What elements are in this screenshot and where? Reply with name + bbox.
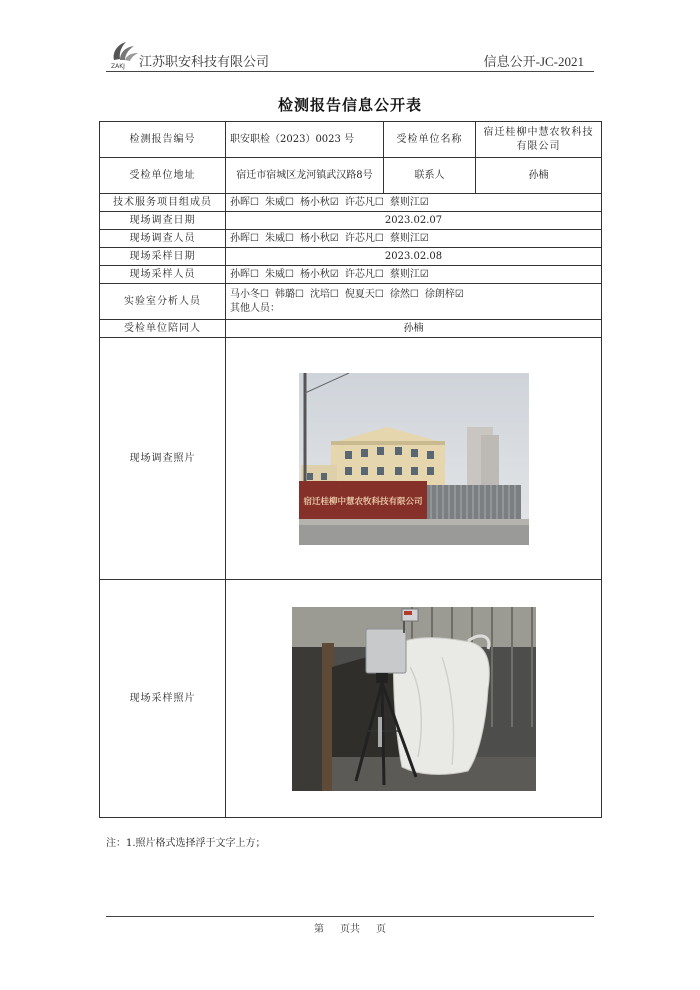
lab-analysts <box>226 284 602 320</box>
surveyor: 蔡则江☑ <box>389 232 429 244</box>
table-row <box>100 266 602 284</box>
contact-value: 孙楠 <box>476 158 602 194</box>
survey-date-value: 2023.02.07 <box>226 212 602 230</box>
address-value: 宿迁市宿城区龙河镇武汉路8号 <box>226 158 384 194</box>
escort-value: 孙楠 <box>226 320 602 338</box>
table-row <box>100 212 602 230</box>
lab-analyst: 马小冬☐ <box>230 288 269 300</box>
lab-analyst: 徐然☐ <box>389 288 419 300</box>
page-header <box>106 38 594 72</box>
team-label: 技术服务项目组成员 <box>100 194 226 212</box>
info-table <box>99 121 602 818</box>
sampler: 朱威☐ <box>264 268 294 280</box>
report-no-label: 检测报告编号 <box>100 122 226 158</box>
page-title: 检测报告信息公开表 <box>277 96 422 114</box>
survey-date-label: 现场调查日期 <box>100 212 226 230</box>
table-row <box>100 158 602 194</box>
other-staff-label: 其他人员： <box>230 302 280 314</box>
escort-label: 受检单位陪同人 <box>100 320 226 338</box>
sampler: 孙晖☐ <box>230 268 259 280</box>
page-number <box>0 920 700 935</box>
footnote: 注：1.照片格式选择浮于文字上方； <box>106 838 266 849</box>
samplers-label: 现场采样人员 <box>100 266 226 284</box>
sampling-photo <box>292 607 536 791</box>
address-label: 受检单位地址 <box>100 158 226 194</box>
sampler: 许芯凡☐ <box>344 268 384 280</box>
footer-divider <box>106 916 594 917</box>
survey-photo-label: 现场调查照片 <box>100 338 226 580</box>
client-name-label: 受检单位名称 <box>384 122 476 158</box>
samplers <box>226 266 602 284</box>
team-member: 杨小秋☑ <box>299 196 339 208</box>
document-code: 信息公开-JC-2021 <box>483 54 584 69</box>
team-member: 孙晖☐ <box>230 196 259 208</box>
lab-analyst: 徐朗梓☑ <box>424 288 464 300</box>
company-sign-text: 宿迁桂柳中慧农牧科技有限公司 <box>302 496 423 507</box>
page-label: 第 <box>314 924 324 935</box>
page-of-label: 页共 <box>340 924 360 935</box>
table-row <box>100 230 602 248</box>
table-row <box>100 284 602 320</box>
team-member: 蔡则江☑ <box>389 196 429 208</box>
lab-analyst: 倪夏天☐ <box>344 288 384 300</box>
report-no-value: 职安职检（2023）0023 号 <box>226 122 384 158</box>
team-member: 许芯凡☐ <box>344 196 384 208</box>
table-row <box>100 194 602 212</box>
lab-analysts-label: 实验室分析人员 <box>100 284 226 320</box>
surveyor: 孙晖☐ <box>230 232 259 244</box>
sampling-photo-cell <box>226 580 602 818</box>
sampling-photo-label: 现场采样照片 <box>100 580 226 818</box>
pages-label: 页 <box>376 924 386 935</box>
surveyor: 许芯凡☐ <box>344 232 384 244</box>
table-row <box>100 248 602 266</box>
survey-photo <box>299 373 529 545</box>
team-member: 朱威☐ <box>264 196 294 208</box>
surveyor: 朱威☐ <box>264 232 294 244</box>
contact-label: 联系人 <box>384 158 476 194</box>
header-divider <box>106 71 594 72</box>
table-row <box>100 580 602 818</box>
surveyors <box>226 230 602 248</box>
table-row <box>100 122 602 158</box>
lab-analyst: 韩璐☐ <box>274 288 304 300</box>
lab-analyst: 沈培☐ <box>309 288 339 300</box>
surveyors-label: 现场调查人员 <box>100 230 226 248</box>
company-logo-icon <box>106 38 140 70</box>
company-name: 江苏职安科技有限公司 <box>139 55 270 70</box>
table-row <box>100 338 602 580</box>
survey-photo-cell <box>226 338 602 580</box>
sampler: 蔡则江☑ <box>389 268 429 280</box>
svg-text:ZAKJ: ZAKJ <box>111 63 125 70</box>
sampling-date-label: 现场采样日期 <box>100 248 226 266</box>
sampling-date-value: 2023.02.08 <box>226 248 602 266</box>
sampler: 杨小秋☑ <box>299 268 339 280</box>
surveyor: 杨小秋☑ <box>299 232 339 244</box>
team-members <box>226 194 602 212</box>
table-row <box>100 320 602 338</box>
client-name-value: 宿迁桂柳中慧农牧科技有限公司 <box>476 122 602 158</box>
